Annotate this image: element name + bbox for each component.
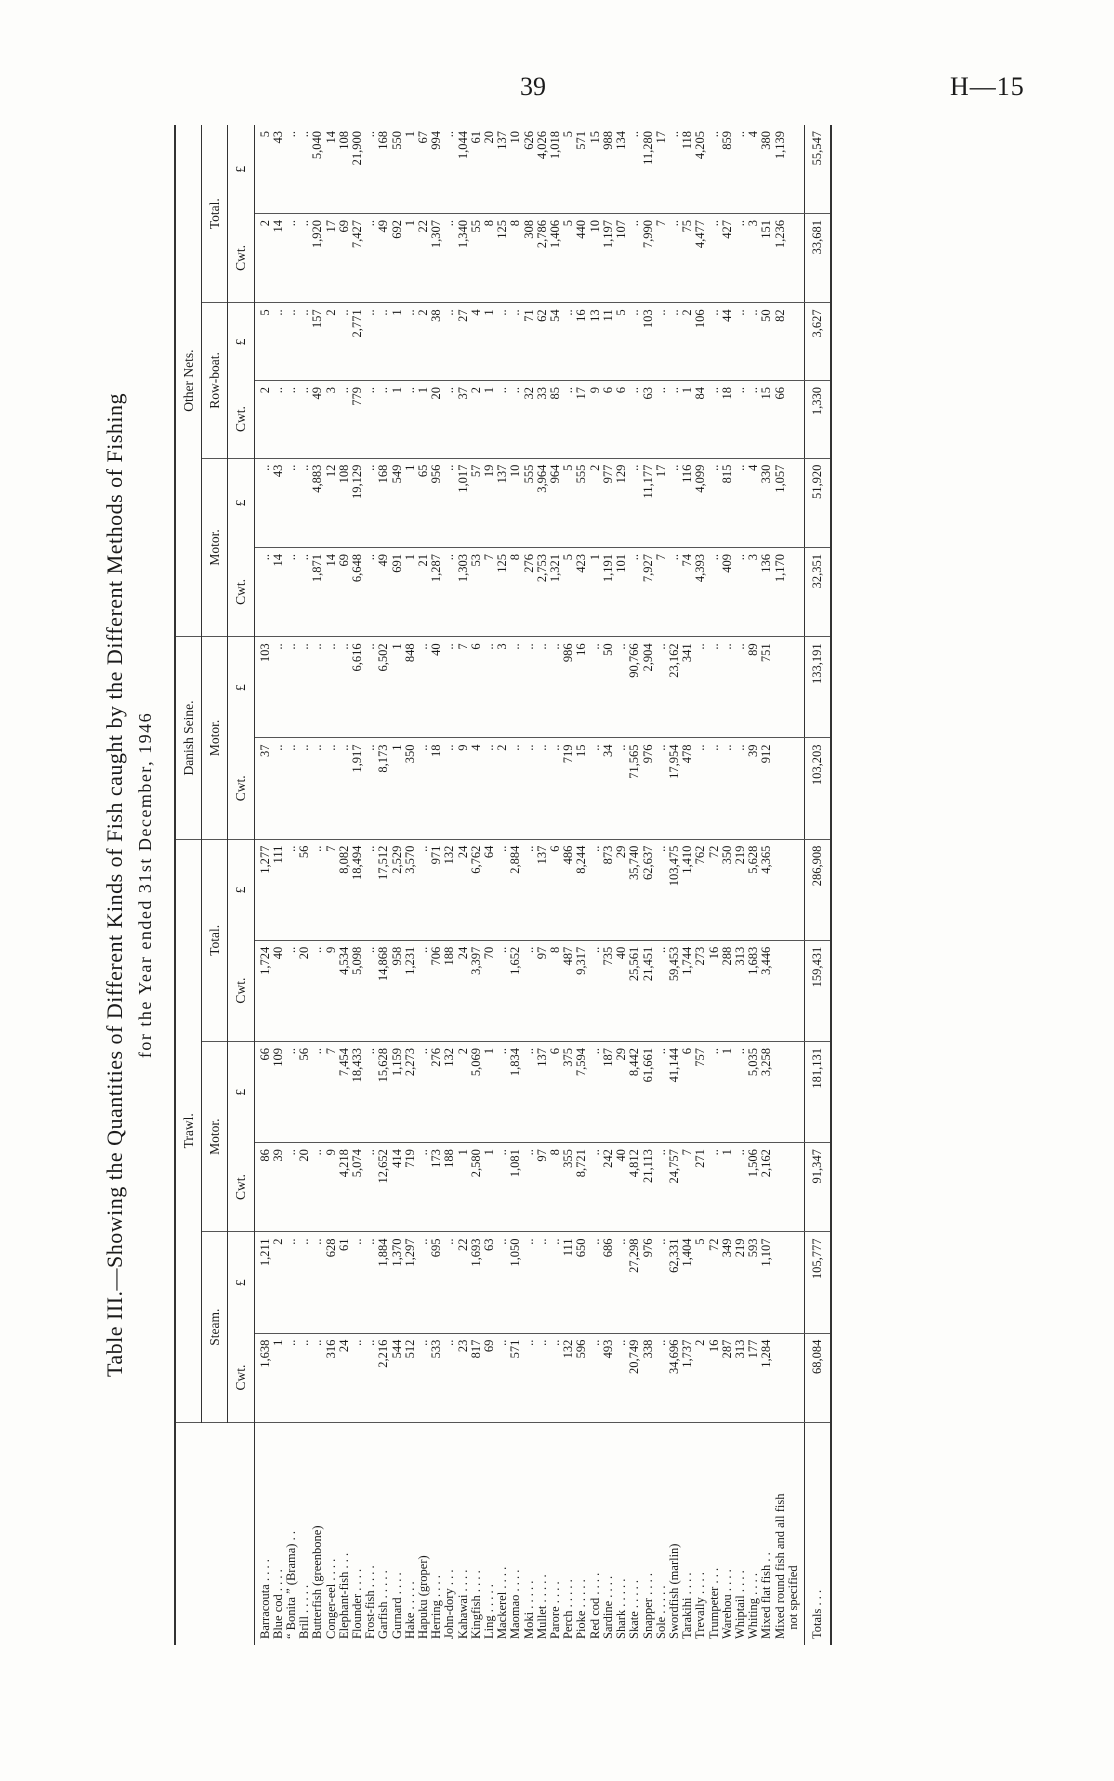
total-rowboat-cwt: 1,330 bbox=[804, 380, 831, 458]
unit-pound: £ bbox=[228, 1041, 254, 1142]
total-rowboat-pound: 3,627 bbox=[804, 303, 831, 381]
other-total-pound-column: 5 43 .. .. 5,040 14 108 21,900 .. 168 550 1 67 994 .. 1,044 61 20 137 10 626 4,026 1,018 5 571 15 988 134 .. 11,280 17 .. 118 4,205 .. 859 .. 4 380 1,139 bbox=[254, 125, 804, 214]
unit-cwt: Cwt. bbox=[228, 1143, 254, 1232]
unit-pound: £ bbox=[228, 125, 254, 214]
title-line-1: Table III.—Showing the Quantities of Different Kinds of Fish caught by the Different Methods of Fishing bbox=[102, 393, 127, 1377]
species-header bbox=[175, 1423, 254, 1646]
unit-pound: £ bbox=[228, 637, 254, 738]
total-danish-pound: 133,191 bbox=[804, 637, 831, 738]
trawl-steam-header: Steam. bbox=[202, 1232, 228, 1423]
total-trawl-motor-cwt: 91,347 bbox=[804, 1143, 831, 1232]
total-steam-cwt: 68,084 bbox=[804, 1333, 831, 1422]
rotated-table-container bbox=[100, 125, 1020, 1645]
trawl-motor-header: Motor. bbox=[202, 1041, 228, 1232]
unit-pound: £ bbox=[228, 839, 254, 940]
unit-cwt: Cwt. bbox=[228, 940, 254, 1041]
danish-motor-header: Motor. bbox=[202, 637, 228, 839]
other-total-cwt-column: 2 14 .. .. 1,920 17 69 7,427 .. 49 692 1 22 1,307 .. 1,340 55 8 125 8 308 2,786 1,406 5 440 10 1,197 107 .. 7,990 7 .. 75 4,477 .. 427 .. 3 151 1,236 bbox=[254, 214, 804, 303]
unit-cwt: Cwt. bbox=[228, 214, 254, 303]
page-number: 39 bbox=[520, 72, 546, 101]
trawl-motor-pound-column: 66 109 .. 56 .. 7 7,454 18,433 .. 15,628 1,159 2,273 .. 276 132 2 5,069 1 .. 1,834 .. 137 6 375 7,594 .. 187 29 8,442 61,661 .. 41,144 6 757 .. 1 .. 5,035 3,258 bbox=[254, 1041, 804, 1142]
total-trawl-motor-pound: 181,131 bbox=[804, 1041, 831, 1142]
other-rowboat-header: Row-boat. bbox=[202, 303, 228, 458]
total-other-cwt: 33,681 bbox=[804, 214, 831, 303]
trawl-group-header: Trawl. bbox=[175, 839, 202, 1422]
danish-pound-column: 103 .. .. .. .. .. .. 6,616 .. 6,502 1 848 .. 40 .. 7 6 .. 3 .. .. .. .. 986 16 .. 50 .. 90,766 2,904 .. 23,162 341 .. .. .. .. 89 751 bbox=[254, 637, 804, 738]
other-motor-pound-column: .. 43 .. .. 4,883 12 108 19,129 .. 168 549 1 65 956 .. 1,017 57 19 137 10 555 3,964 964 5 555 2 977 129 .. 11,177 17 .. 116 4,099 .. 815 .. 4 330 1,057 bbox=[254, 458, 804, 547]
total-other-motor-pound: 51,920 bbox=[804, 458, 831, 547]
other-motor-cwt-column: .. 14 .. .. 1,871 14 69 6,648 .. 49 691 1 21 1,287 .. 1,303 53 7 125 8 276 2,753 1,321 5 423 1 1,191 101 .. 7,927 7 .. 74 4,393 .. 409 .. 3 136 1,170 bbox=[254, 547, 804, 636]
unit-cwt: Cwt. bbox=[228, 380, 254, 458]
trawl-motor-cwt-column: 86 39 .. 20 .. 9 4,218 5,074 .. 12,652 414 719 .. 173 188 1 2,580 1 .. 1,081 .. 97 8 355 8,721 .. 242 40 4,812 21,113 .. 24,757 7 271 .. 1 .. 1,506 2,162 bbox=[254, 1143, 804, 1232]
rowboat-pound-column: 5 .. .. .. 157 2 .. 2,771 .. .. 1 .. 2 38 .. 27 4 1 .. .. 71 62 54 .. 16 13 11 5 .. 103 .. .. 2 106 .. 44 .. .. 50 82 bbox=[254, 303, 804, 381]
trawl-total-cwt-column: 1,724 40 .. 20 .. 9 4,534 5,098 .. 14,868 958 1,231 .. 706 188 24 3,397 70 .. 1,652 .. 97 8 487 9,317 .. 735 40 25,561 21,451 .. 59,453 1,744 273 16 288 313 1,683 3,446 bbox=[254, 940, 804, 1041]
other-total-header: Total. bbox=[202, 125, 228, 303]
totals-row bbox=[804, 125, 831, 1645]
rowboat-cwt-column: 2 .. .. .. 49 3 .. 779 .. .. 1 .. 1 20 .. 37 2 1 .. .. 32 33 85 .. 17 9 6 6 .. 63 .. .. 1 84 .. 18 .. .. 15 66 bbox=[254, 380, 804, 458]
other-nets-group-header: Other Nets. bbox=[175, 125, 202, 637]
total-trawl-pound: 286,908 bbox=[804, 839, 831, 940]
unit-pound: £ bbox=[228, 1232, 254, 1333]
total-trawl-cwt: 159,431 bbox=[804, 940, 831, 1041]
total-other-motor-cwt: 32,351 bbox=[804, 547, 831, 636]
steam-pound-column: 1,211 2 .. .. .. 628 61 .. .. 1,884 1,370 1,297 .. 695 .. 22 1,693 63 .. 1,050 .. .. .. 111 650 .. 686 .. 27,298 976 .. 62,331 1,404 5 72 349 219 593 1,107 bbox=[254, 1232, 804, 1333]
unit-pound: £ bbox=[228, 303, 254, 381]
title-line-2: for the Year ended 31st December, 1946 bbox=[135, 711, 155, 1059]
unit-cwt: Cwt. bbox=[228, 738, 254, 839]
species-names: Barracouta . . . . Blue cod . . . . “ Bonita ” (Brama) . . Brill . . . . . Butterfish (greenbone) Conger-eel . . . . Elephant-fish . . . Flounder . . . . Frost-fish . . . . Garfish . . . . . Gurnard . . . . Hake . . . . . Hapuku (groper) Herring . . . . John-dory . . . Kahawai . . . . Kingfish . . . . Ling . . . . . Mackerel . . . . Maomao . . . . Moki . . . . . Mullet . . . . . Parore . . . . Perch . . . . . Pioke . . . . . Red cod . . . . Sardine . . . . Shark . . . . . Skate . . . . . Snapper . . . . Sole . . . . . Swordfish (marlin) Tarakihi . . . . Trevally . . . . Trumpeter . . . Warehou . . . . Whiptail . . . . Whiting . . . . Mixed flat fish . . Mixed round fish and all fish not specified bbox=[257, 1493, 800, 1639]
steam-cwt-column: 1,638 1 .. .. .. 316 24 .. .. 2,216 544 512 .. 533 .. 23 817 69 .. 571 .. .. .. 132 596 .. 493 .. 20,749 338 .. 34,696 1,737 2 16 287 313 177 1,284 bbox=[254, 1333, 804, 1422]
unit-cwt: Cwt. bbox=[228, 547, 254, 636]
danish-seine-group-header: Danish Seine. bbox=[175, 637, 202, 839]
table-title bbox=[100, 125, 160, 1645]
total-steam-pound: 105,777 bbox=[804, 1232, 831, 1333]
trawl-total-pound-column: 1,277 111 .. 56 .. 7 8,082 18,494 .. 17,512 2,529 3,570 .. 971 132 24 6,762 64 .. 2,884 .. 137 6 486 8,244 .. 873 29 35,740 62,637 .. 103,475 1,410 762 72 350 219 5,628 4,365 bbox=[254, 839, 804, 940]
unit-pound: £ bbox=[228, 458, 254, 547]
danish-cwt-column: 37 .. .. .. .. .. .. 1,917 .. 8,173 1 350 .. 18 .. 9 4 .. 2 .. .. .. .. 719 15 .. 34 .. 71,565 976 .. 17,954 478 .. .. .. .. 39 912 bbox=[254, 738, 804, 839]
totals-label: Totals . . . bbox=[804, 1423, 831, 1646]
other-motor-header: Motor. bbox=[202, 458, 228, 637]
fish-quantities-table bbox=[174, 125, 832, 1645]
unit-cwt: Cwt. bbox=[228, 1333, 254, 1422]
total-other-pound: 55,547 bbox=[804, 125, 831, 214]
document-code: H—15 bbox=[950, 72, 1025, 101]
data-body-row bbox=[254, 125, 804, 1645]
trawl-total-header: Total. bbox=[202, 839, 228, 1041]
total-danish-cwt: 103,203 bbox=[804, 738, 831, 839]
